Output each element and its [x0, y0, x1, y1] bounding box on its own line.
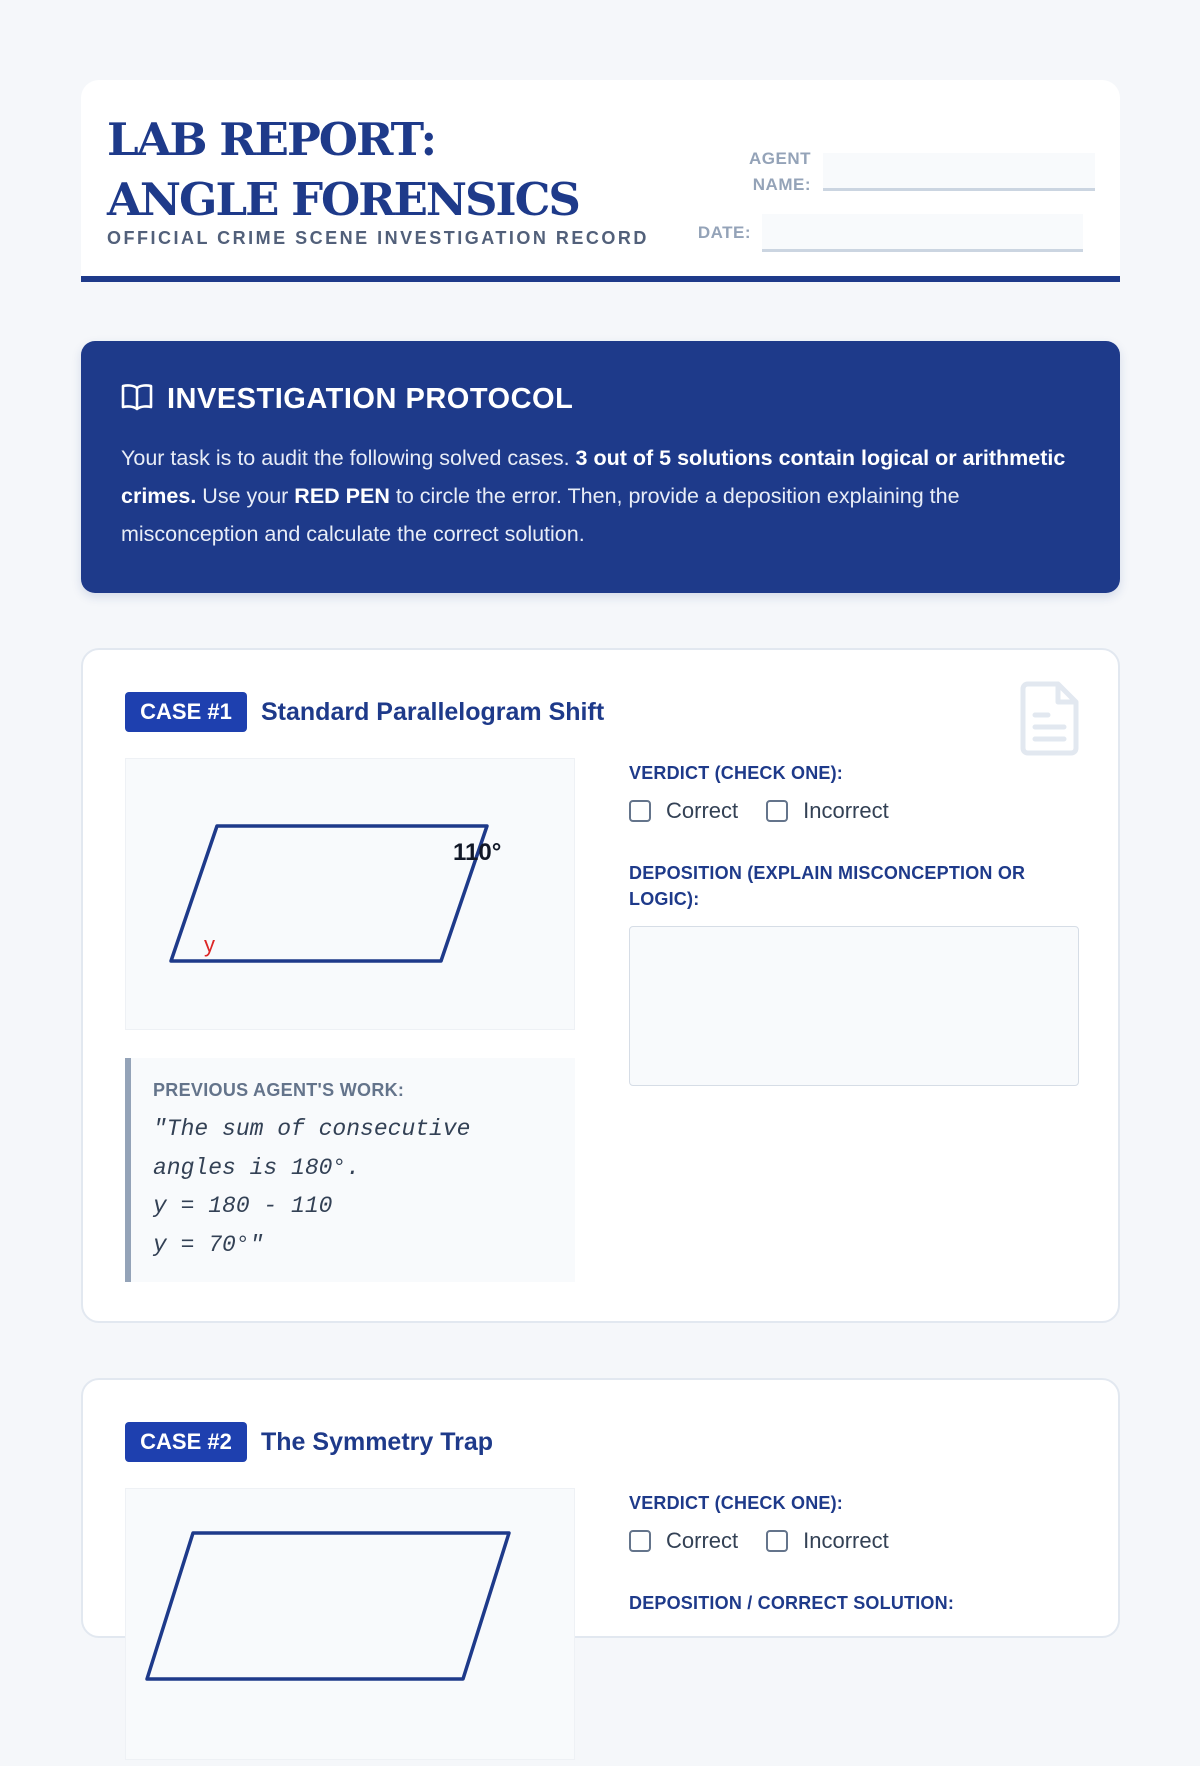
verdict-label: VERDICT (CHECK ONE): — [629, 1493, 843, 1513]
parallelogram-shape — [147, 1533, 509, 1679]
case-title: Standard Parallelogram Shift — [261, 698, 605, 726]
agent-name-field[interactable] — [823, 153, 1095, 191]
document-icon — [1018, 680, 1082, 761]
previous-work — [125, 1058, 575, 1282]
protocol-title: INVESTIGATION PROTOCOL — [167, 383, 574, 415]
investigation-protocol — [81, 341, 1120, 593]
case-card-2 — [81, 1378, 1120, 1638]
case-diagram — [125, 1488, 575, 1760]
variable-label-y: y — [204, 932, 215, 957]
checkbox-incorrect[interactable] — [766, 1530, 788, 1552]
option-incorrect[interactable]: Incorrect — [766, 1528, 889, 1554]
protocol-heading — [121, 383, 573, 416]
case-badge: CASE #2 — [125, 1422, 247, 1462]
case-diagram — [125, 758, 575, 1030]
case-badge: CASE #1 — [125, 692, 247, 732]
option-correct[interactable]: Correct — [629, 1528, 738, 1554]
date-label: DATE: — [697, 223, 751, 242]
protocol-instructions: Your task is to audit the following solved cases. 3 out of 5 solutions contain logical or arithmetic crimes. Use your RED PEN to circle the error. Then, provide a deposition explaining the misconception and calculate the correct solution. — [121, 446, 1066, 546]
work-label: PREVIOUS AGENT'S WORK: — [153, 1080, 405, 1100]
checkbox-incorrect[interactable] — [766, 800, 788, 822]
verdict-options — [629, 798, 917, 824]
verdict-options — [629, 1528, 917, 1554]
deposition-label: DEPOSITION (EXPLAIN MISCONCEPTION OR LOGIC): — [629, 863, 1026, 909]
page-title: LAB REPORT: ANGLE FORENSICS — [107, 113, 579, 226]
work-text: "The sum of consecutive angles is 180°. y = 180 - 110 y = 70°" — [153, 1116, 471, 1258]
verdict-label: VERDICT (CHECK ONE): — [629, 763, 843, 783]
case-card-1 — [81, 648, 1120, 1323]
parallelogram-shape — [171, 826, 487, 961]
option-incorrect[interactable]: Incorrect — [766, 798, 889, 824]
date-field[interactable] — [762, 214, 1083, 252]
checkbox-correct[interactable] — [629, 1530, 651, 1552]
report-header — [81, 80, 1120, 282]
open-book-icon — [121, 383, 153, 416]
parallelogram-diagram — [126, 1489, 576, 1761]
angle-label-110: 110° — [453, 839, 502, 866]
parallelogram-diagram — [126, 759, 576, 1031]
deposition-input[interactable] — [629, 926, 1079, 1086]
page-subtitle: OFFICIAL CRIME SCENE INVESTIGATION RECORD — [107, 228, 649, 248]
deposition-label: DEPOSITION / CORRECT SOLUTION: — [629, 1593, 955, 1613]
case-title: The Symmetry Trap — [261, 1428, 494, 1456]
agent-name-label: AGENT NAME: — [749, 149, 811, 194]
option-correct[interactable]: Correct — [629, 798, 738, 824]
checkbox-correct[interactable] — [629, 800, 651, 822]
